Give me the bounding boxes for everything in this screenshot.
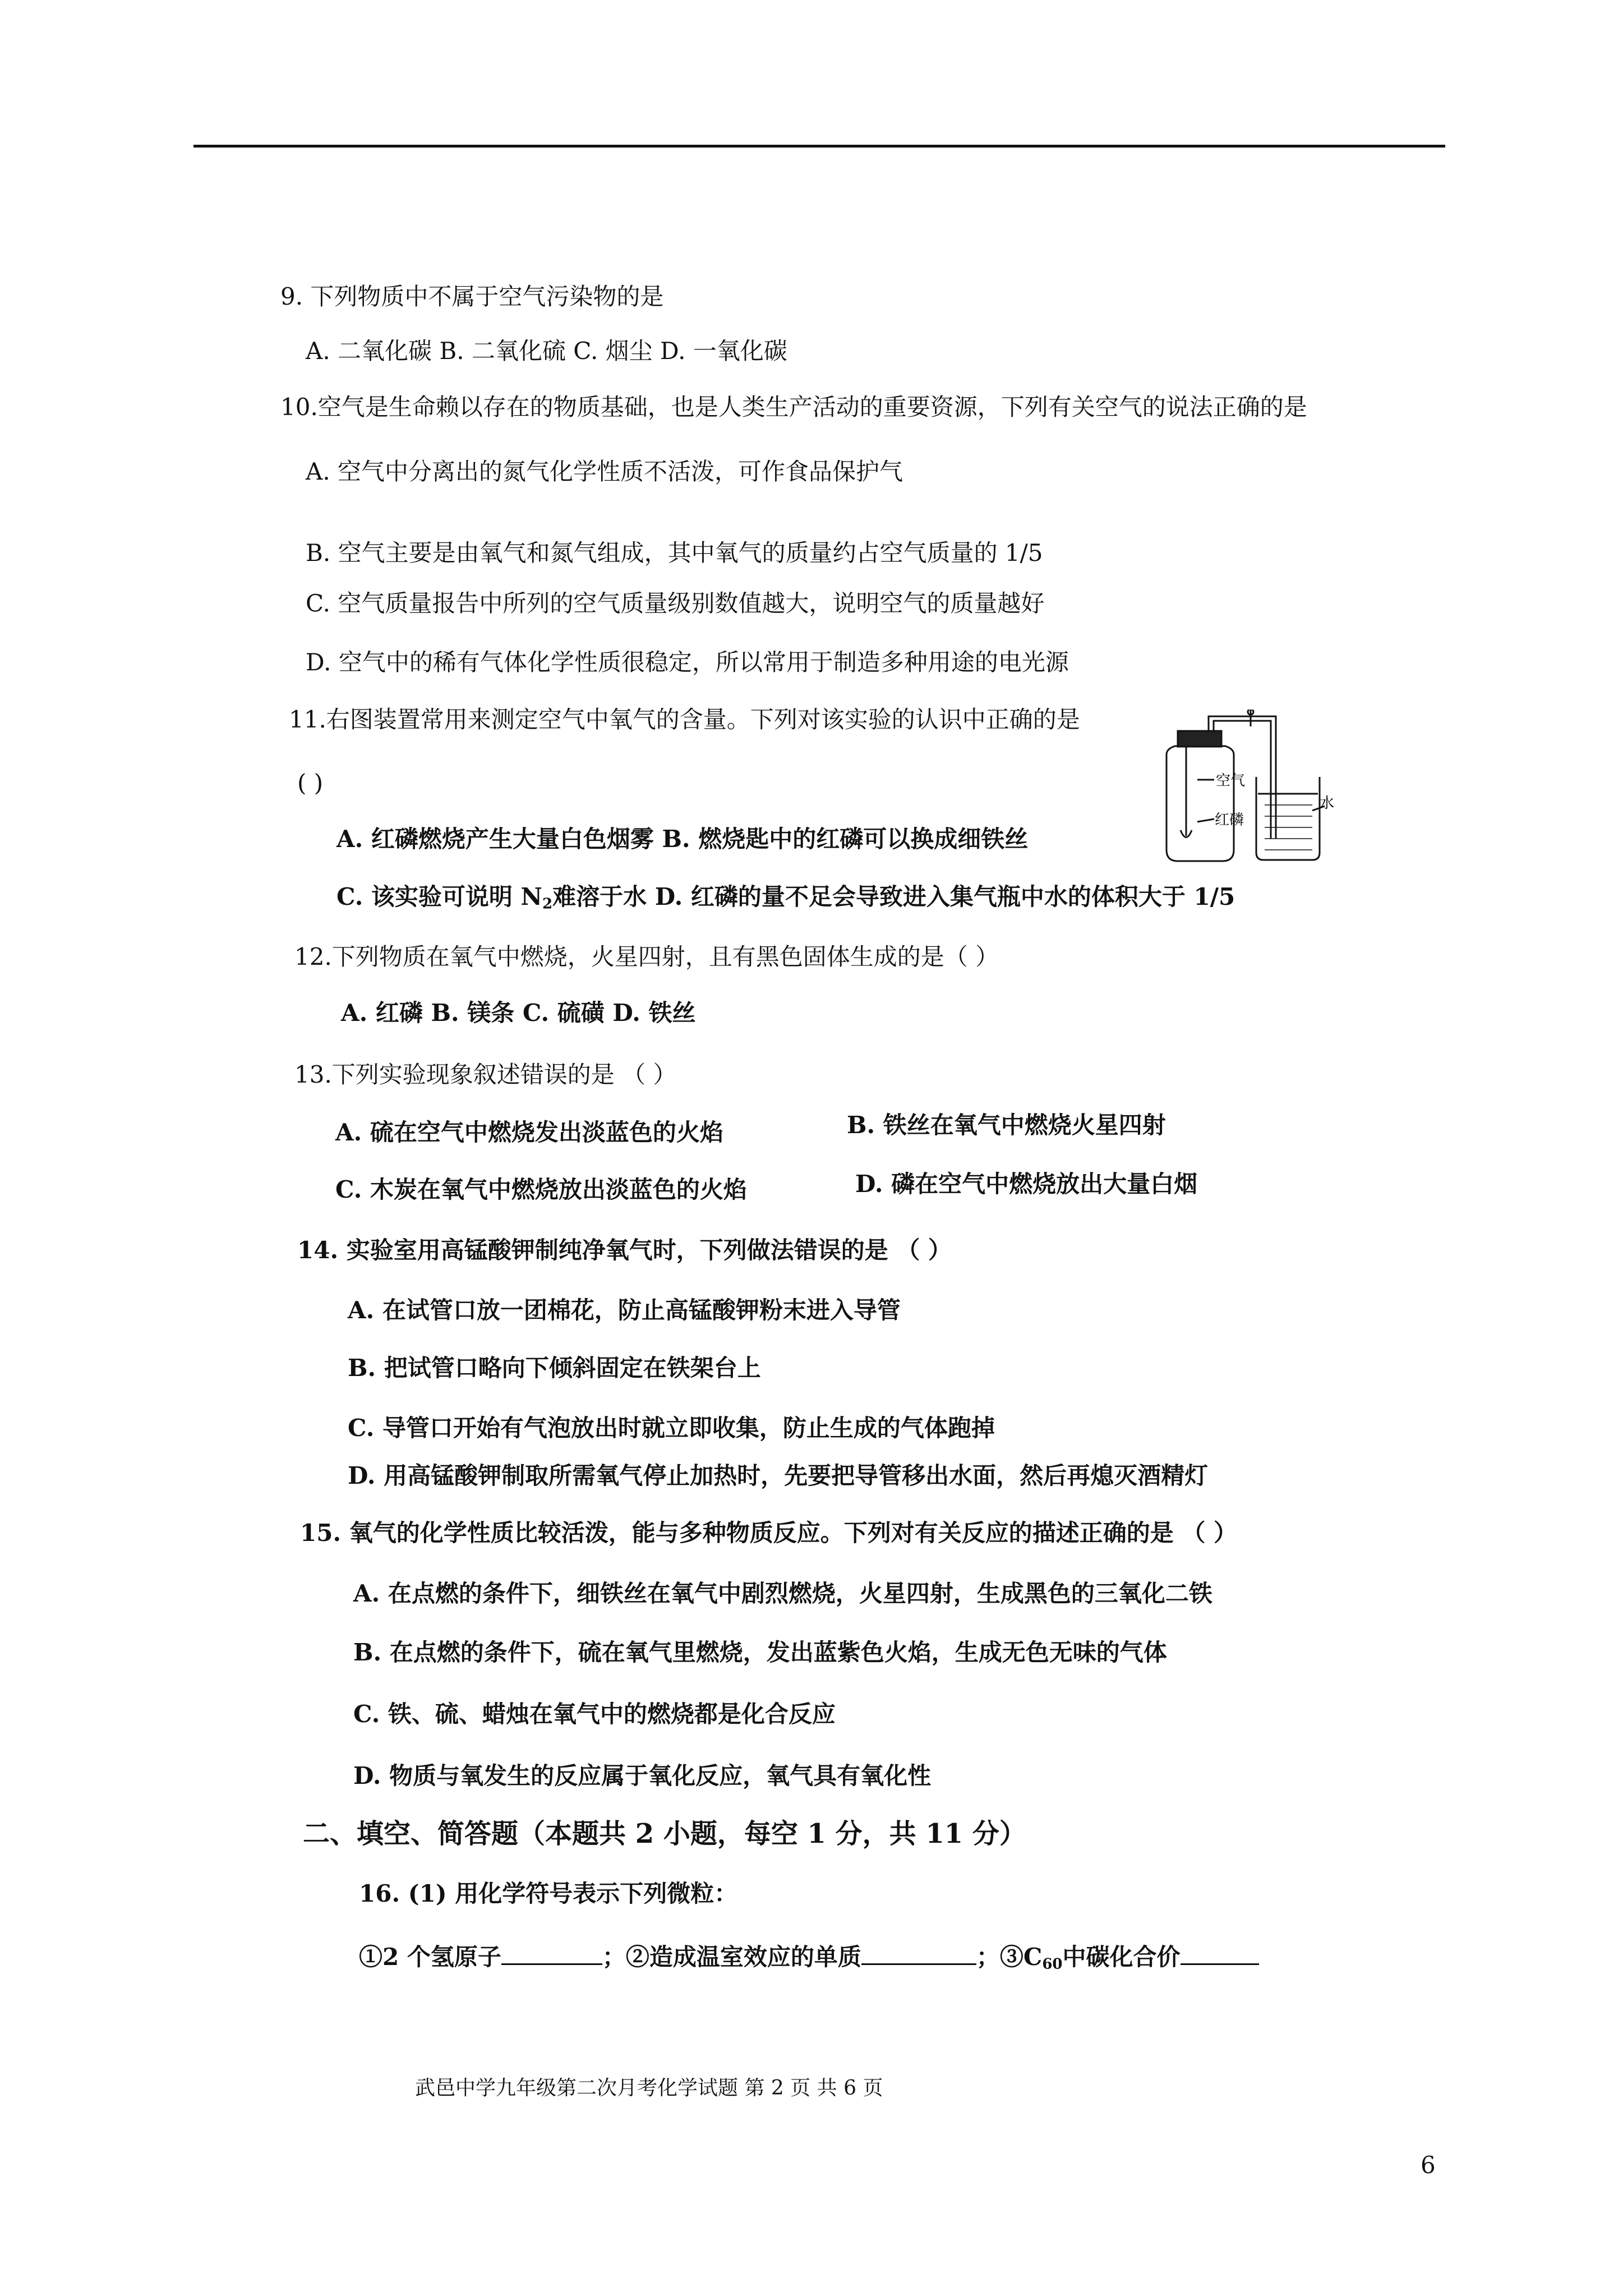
q16-part3-sub: 60 <box>1042 1955 1063 1973</box>
q16-part2: ；②造成温室效应的单质 <box>602 1943 861 1971</box>
q16-part3-pre: ；③C <box>976 1943 1043 1971</box>
q15-option-c: C. 铁、硫、蜡烛在氧气中的燃烧都是化合反应 <box>353 1700 836 1728</box>
q9-stem: 9. 下列物质中不属于空气污染物的是 <box>280 283 664 310</box>
q11-options-cd <box>336 885 1235 912</box>
q14-stem: 14. 实验室用高锰酸钾制纯净氧气时，下列做法错误的是 （ ） <box>297 1236 952 1264</box>
q13-option-a: A. 硫在空气中燃烧发出淡蓝色的火焰 <box>335 1119 723 1146</box>
q9-options: A. 二氧化碳 B. 二氧化硫 C. 烟尘 D. 一氧化碳 <box>306 337 787 365</box>
q11-c-sub: 2 <box>542 895 553 913</box>
q10-option-d: D. 空气中的稀有气体化学性质很稳定，所以常用于制造多种用途的电光源 <box>306 648 1069 676</box>
q15-stem: 15. 氧气的化学性质比较活泼，能与多种物质反应。下列对有关反应的描述正确的是 （ ） <box>300 1519 1237 1547</box>
page-footer: 武邑中学九年级第二次月考化学试题 第 2 页 共 6 页 <box>415 2077 883 2100</box>
q11-stem: 11.右图装置常用来测定空气中氧气的含量。下列对该实验的认识中正确的是 <box>289 706 1080 733</box>
q16-part1: ①2 个氢原子 <box>359 1943 501 1971</box>
q14-option-d: D. 用高锰酸钾制取所需氧气停止加热时，先要把导管移出水面，然后再熄灭酒精灯 <box>348 1462 1209 1489</box>
answer-blank-hydrogen-atoms[interactable] <box>501 1940 602 1965</box>
q10-option-a: A. 空气中分离出的氮气化学性质不活泼，可作食品保护气 <box>306 458 903 485</box>
q15-option-d: D. 物质与氧发生的反应属于氧化反应，氧气具有氧化性 <box>353 1762 932 1789</box>
q15-option-b: B. 在点燃的条件下，硫在氧气里燃烧，发出蓝紫色火焰，生成无色无味的气体 <box>353 1639 1167 1666</box>
q16-part3-post: 中碳化合价 <box>1062 1943 1181 1971</box>
top-rule <box>193 145 1445 148</box>
q14-option-c: C. 导管口开始有气泡放出时就立即收集，防止生成的气体跑掉 <box>348 1414 995 1442</box>
q14-option-a: A. 在试管口放一团棉花，防止高锰酸钾粉末进入导管 <box>348 1296 901 1324</box>
q13-stem: 13.下列实验现象叙述错误的是 （ ） <box>294 1061 677 1088</box>
q11-options-ab: A. 红磷燃烧产生大量白色烟雾 B. 燃烧匙中的红磷可以换成细铁丝 <box>336 825 1029 853</box>
q16-stem: 16. (1) 用化学符号表示下列微粒： <box>359 1880 738 1907</box>
oxygen-measurement-apparatus <box>1144 710 1335 869</box>
q13-option-d: D. 磷在空气中燃烧放出大量白烟 <box>855 1170 1198 1198</box>
page-number: 6 <box>1421 2151 1436 2179</box>
q16-part1-line <box>359 1940 1259 1972</box>
answer-blank-carbon-valence[interactable] <box>1181 1940 1259 1965</box>
q11-c-post: 难溶于水 D. 红磷的量不足会导致进入集气瓶中水的体积大于 1/5 <box>552 883 1235 910</box>
label-phosphorus: 红磷 <box>1215 812 1244 829</box>
q12-options: A. 红磷 B. 镁条 C. 硫磺 D. 铁丝 <box>341 999 696 1027</box>
q13-option-c: C. 木炭在氧气中燃烧放出淡蓝色的火焰 <box>335 1176 747 1203</box>
q10-option-c: C. 空气质量报告中所列的空气质量级别数值越大，说明空气的质量越好 <box>306 590 1045 617</box>
answer-blank-greenhouse-element[interactable] <box>861 1940 976 1965</box>
q15-option-a: A. 在点燃的条件下，细铁丝在氧气中剧烈燃烧，火星四射，生成黑色的三氧化二铁 <box>353 1580 1212 1607</box>
q13-option-b: B. 铁丝在氧气中燃烧火星四射 <box>847 1111 1166 1139</box>
q11-answer-paren: ( ) <box>297 769 324 797</box>
q11-c-pre: C. 该实验可说明 N <box>336 883 542 910</box>
q12-stem: 12.下列物质在氧气中燃烧，火星四射，且有黑色固体生成的是（ ） <box>294 943 999 970</box>
q14-option-b: B. 把试管口略向下倾斜固定在铁架台上 <box>348 1354 761 1382</box>
q10-option-b: B. 空气主要是由氧气和氮气组成，其中氧气的质量约占空气质量的 1/5 <box>306 539 1043 567</box>
section-2-title: 二、填空、简答题（本题共 2 小题，每空 1 分，共 11 分） <box>303 1818 1026 1849</box>
label-water: 水 <box>1320 795 1335 812</box>
q10-stem: 10.空气是生命赖以存在的物质基础，也是人类生产活动的重要资源，下列有关空气的说法正确的是 <box>280 393 1307 421</box>
label-air: 空气 <box>1216 772 1246 789</box>
